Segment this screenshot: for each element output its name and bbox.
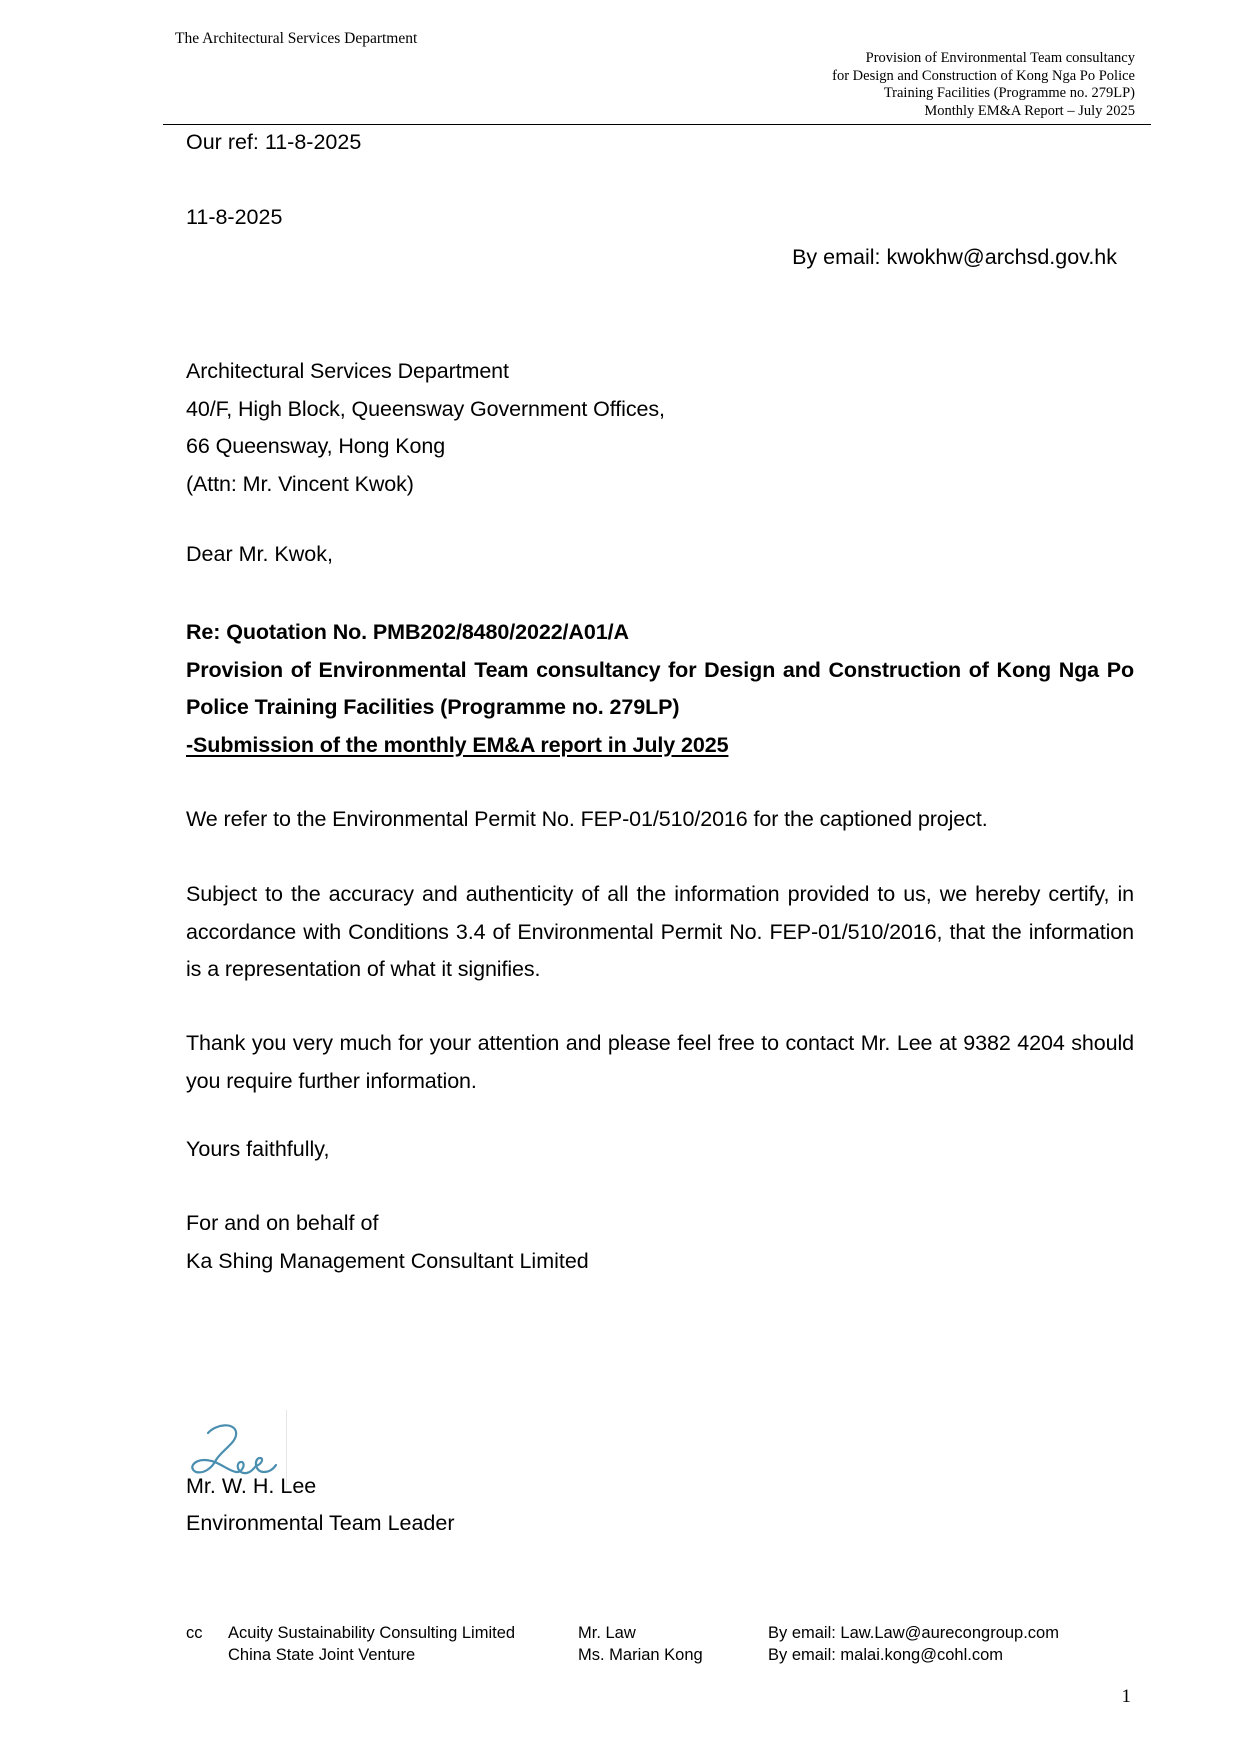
- header-line: for Design and Construction of Kong Nga Po Police: [832, 67, 1135, 84]
- cc-label: cc: [186, 1624, 203, 1642]
- paragraph-permit-reference: We refer to the Environmental Permit No. FEP-01/510/2016 for the captioned project.: [186, 807, 988, 831]
- cc-organisations: [228, 1622, 515, 1666]
- subject-submission: -Submission of the monthly EM&A report in July 2025: [186, 732, 729, 757]
- recipient-email: By email: kwokhw@archsd.gov.hk: [792, 245, 1117, 269]
- cc-person: Mr. Law: [578, 1624, 636, 1642]
- signatory-name: Mr. W. H. Lee: [186, 1474, 317, 1498]
- subject-quotation: Re: Quotation No. PMB202/8480/2022/A01/A: [186, 620, 629, 644]
- cc-person: Ms. Marian Kong: [578, 1646, 703, 1664]
- cc-emails: [768, 1622, 1059, 1666]
- cc-email: By email: malai.kong@cohl.com: [768, 1646, 1004, 1664]
- closing: Yours faithfully,: [186, 1137, 330, 1161]
- cc-organisation: Acuity Sustainability Consulting Limited: [228, 1624, 516, 1642]
- cc-email: By email: Law.Law@aurecongroup.com: [768, 1624, 1059, 1642]
- header-divider: [163, 124, 1151, 125]
- header-line: Training Facilities (Programme no. 279LP): [883, 85, 1135, 101]
- header-line: Monthly EM&A Report – July 2025: [924, 102, 1135, 119]
- subject-project: Provision of Environmental Team consultancy for Design and Construction of Kong Nga Po Police Training Facilities (Programme no. 279LP): [186, 657, 1134, 719]
- address-line: (Attn: Mr. Vincent Kwok): [186, 471, 414, 496]
- header-department: The Architectural Services Department: [175, 30, 418, 47]
- salutation: Dear Mr. Kwok,: [186, 542, 333, 566]
- address-line: 66 Queensway, Hong Kong: [186, 434, 446, 458]
- behalf-of: For and on behalf of: [186, 1211, 379, 1235]
- cc-persons: [578, 1622, 703, 1666]
- address-line: 40/F, High Block, Queensway Government Offices,: [186, 396, 665, 421]
- signatory-title: Environmental Team Leader: [186, 1511, 455, 1535]
- recipient-address: [186, 353, 1134, 503]
- our-reference: Our ref: 11-8-2025: [186, 130, 362, 154]
- page-number: 1: [1121, 1686, 1131, 1707]
- paragraph-contact: Thank you very much for your attention and please feel free to contact Mr. Lee at 9382 4204 should you require further information.: [186, 1031, 1134, 1093]
- address-line: Architectural Services Department: [186, 359, 509, 383]
- subject-submission-wrap: [186, 727, 1134, 765]
- letter-date: 11-8-2025: [186, 205, 283, 229]
- subject-block: [186, 614, 1134, 764]
- company-name: Ka Shing Management Consultant Limited: [186, 1249, 589, 1273]
- header-project-title: [832, 50, 1135, 120]
- header-line: Provision of Environmental Team consultancy: [865, 50, 1135, 66]
- cc-organisation: China State Joint Venture: [228, 1646, 416, 1664]
- paragraph-certification: Subject to the accuracy and authenticity of all the information provided to us, we hereby certify, in accordance with Conditions 3.4 of Environmental Permit No. FEP-01/510/2016, that the information is a representation of what it signifies.: [186, 882, 1134, 981]
